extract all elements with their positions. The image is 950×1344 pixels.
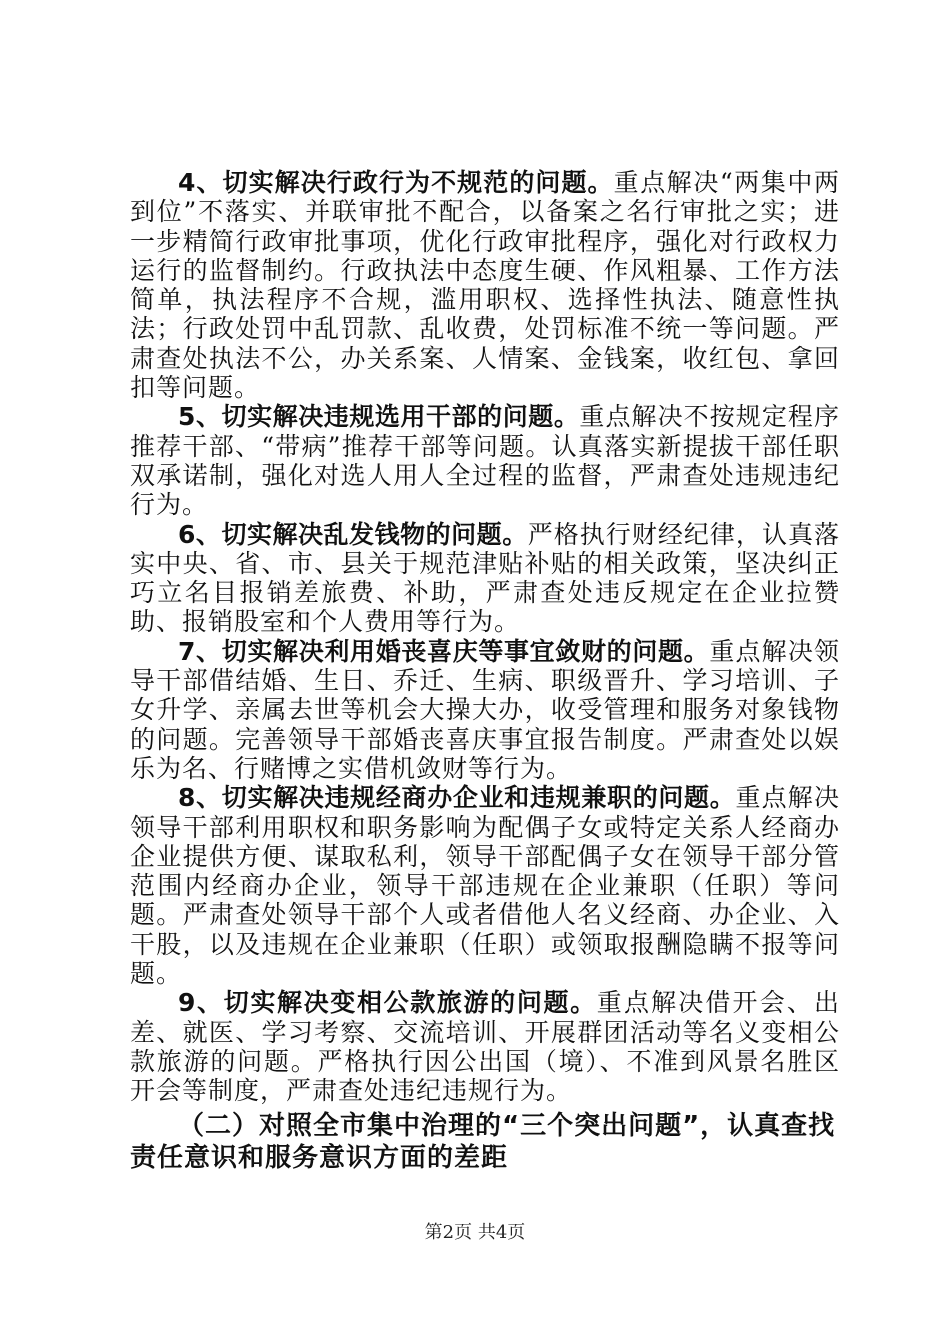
paragraph-heading: 9、切实解决变相公款旅游的问题。 [178, 988, 597, 1018]
paragraph-item-6 [130, 520, 840, 637]
paragraph-text: 重点解决不按规定程序推荐干部、“带病”推荐干部等问题。认真落实新提拔干部任职双承诺制，强化对选人用人全过程的监督，严肃查处违规违纪行为。 [130, 402, 840, 520]
paragraph-heading: 6、切实解决乱发钱物的问题。 [178, 519, 528, 549]
paragraph-heading: 8、切实解决违规经商办企业和违规兼职的问题。 [178, 783, 736, 813]
paragraph-item-5 [130, 402, 840, 519]
section-heading: （二）对照全市集中治理的“三个突出问题”，认真查找责任意识和服务意识方面的差距 [130, 1110, 836, 1173]
paragraph-heading: 4、切实解决行政行为不规范的问题。 [178, 168, 614, 197]
page-footer: 第2页 共4页 [424, 1222, 526, 1243]
paragraph-heading: 7、切实解决利用婚丧喜庆等事宜敛财的问题。 [178, 636, 710, 666]
paragraph-text: 重点解决领导干部利用职权和职务影响为配偶子女或特定关系人经商办企业提供方便、谋取私利，领导干部配偶子女在领导干部分管范围内经商办企业，领导干部违规在企业兼职（任职）等问题。严肃查处领导干部个人或者借他人名义经商、办企业、入干股，以及违规在企业兼职（任职）或领取报酬隐瞒不报等问题。 [130, 783, 840, 989]
paragraph-item-7 [130, 637, 840, 783]
paragraph-text: 重点解决借开会、出差、就医、学习考察、交流培训、开展群团活动等名义变相公款旅游的问题。严格执行因公出国（境）、不准到风景名胜区开会等制度，严肃查处违纪违规行为。 [130, 988, 840, 1106]
paragraph-item-4 [130, 168, 840, 402]
paragraph-item-9 [130, 988, 840, 1105]
document-body [130, 168, 840, 1174]
paragraph-text: 严格执行财经纪律，认真落实中央、省、市、县关于规范津贴补贴的相关政策，坚决纠正巧立名目报销差旅费、补助，严肃查处违反规定在企业拉赞助、报销股室和个人费用等行为。 [130, 519, 840, 637]
paragraph-text: 重点解决“两集中两到位”不落实、并联审批不配合，以备案之名行审批之实；进一步精简行政审批事项，优化行政审批程序，强化对行政权力运行的监督制约。行政执法中态度生硬、作风粗暴、工作方法简单，执法程序不合规，滥用职权、选择性执法、随意性执法；行政处罚中乱罚款、乱收费，处罚标准不统一等问题。严肃查处执法不公，办关系案、人情案、金钱案，收红包、拿回扣等问题。 [130, 168, 840, 403]
paragraph-heading: 5、切实解决违规选用干部的问题。 [178, 402, 580, 432]
paragraph-item-8 [130, 783, 840, 988]
paragraph-text: 重点解决领导干部借结婚、生日、乔迁、生病、职级晋升、学习培训、子女升学、亲属去世等机会大操大办，收受管理和服务对象钱物的问题。完善领导干部婚丧喜庆事宜报告制度。严肃查处以娱乐为名、行赌博之实借机敛财等行为。 [130, 636, 840, 783]
